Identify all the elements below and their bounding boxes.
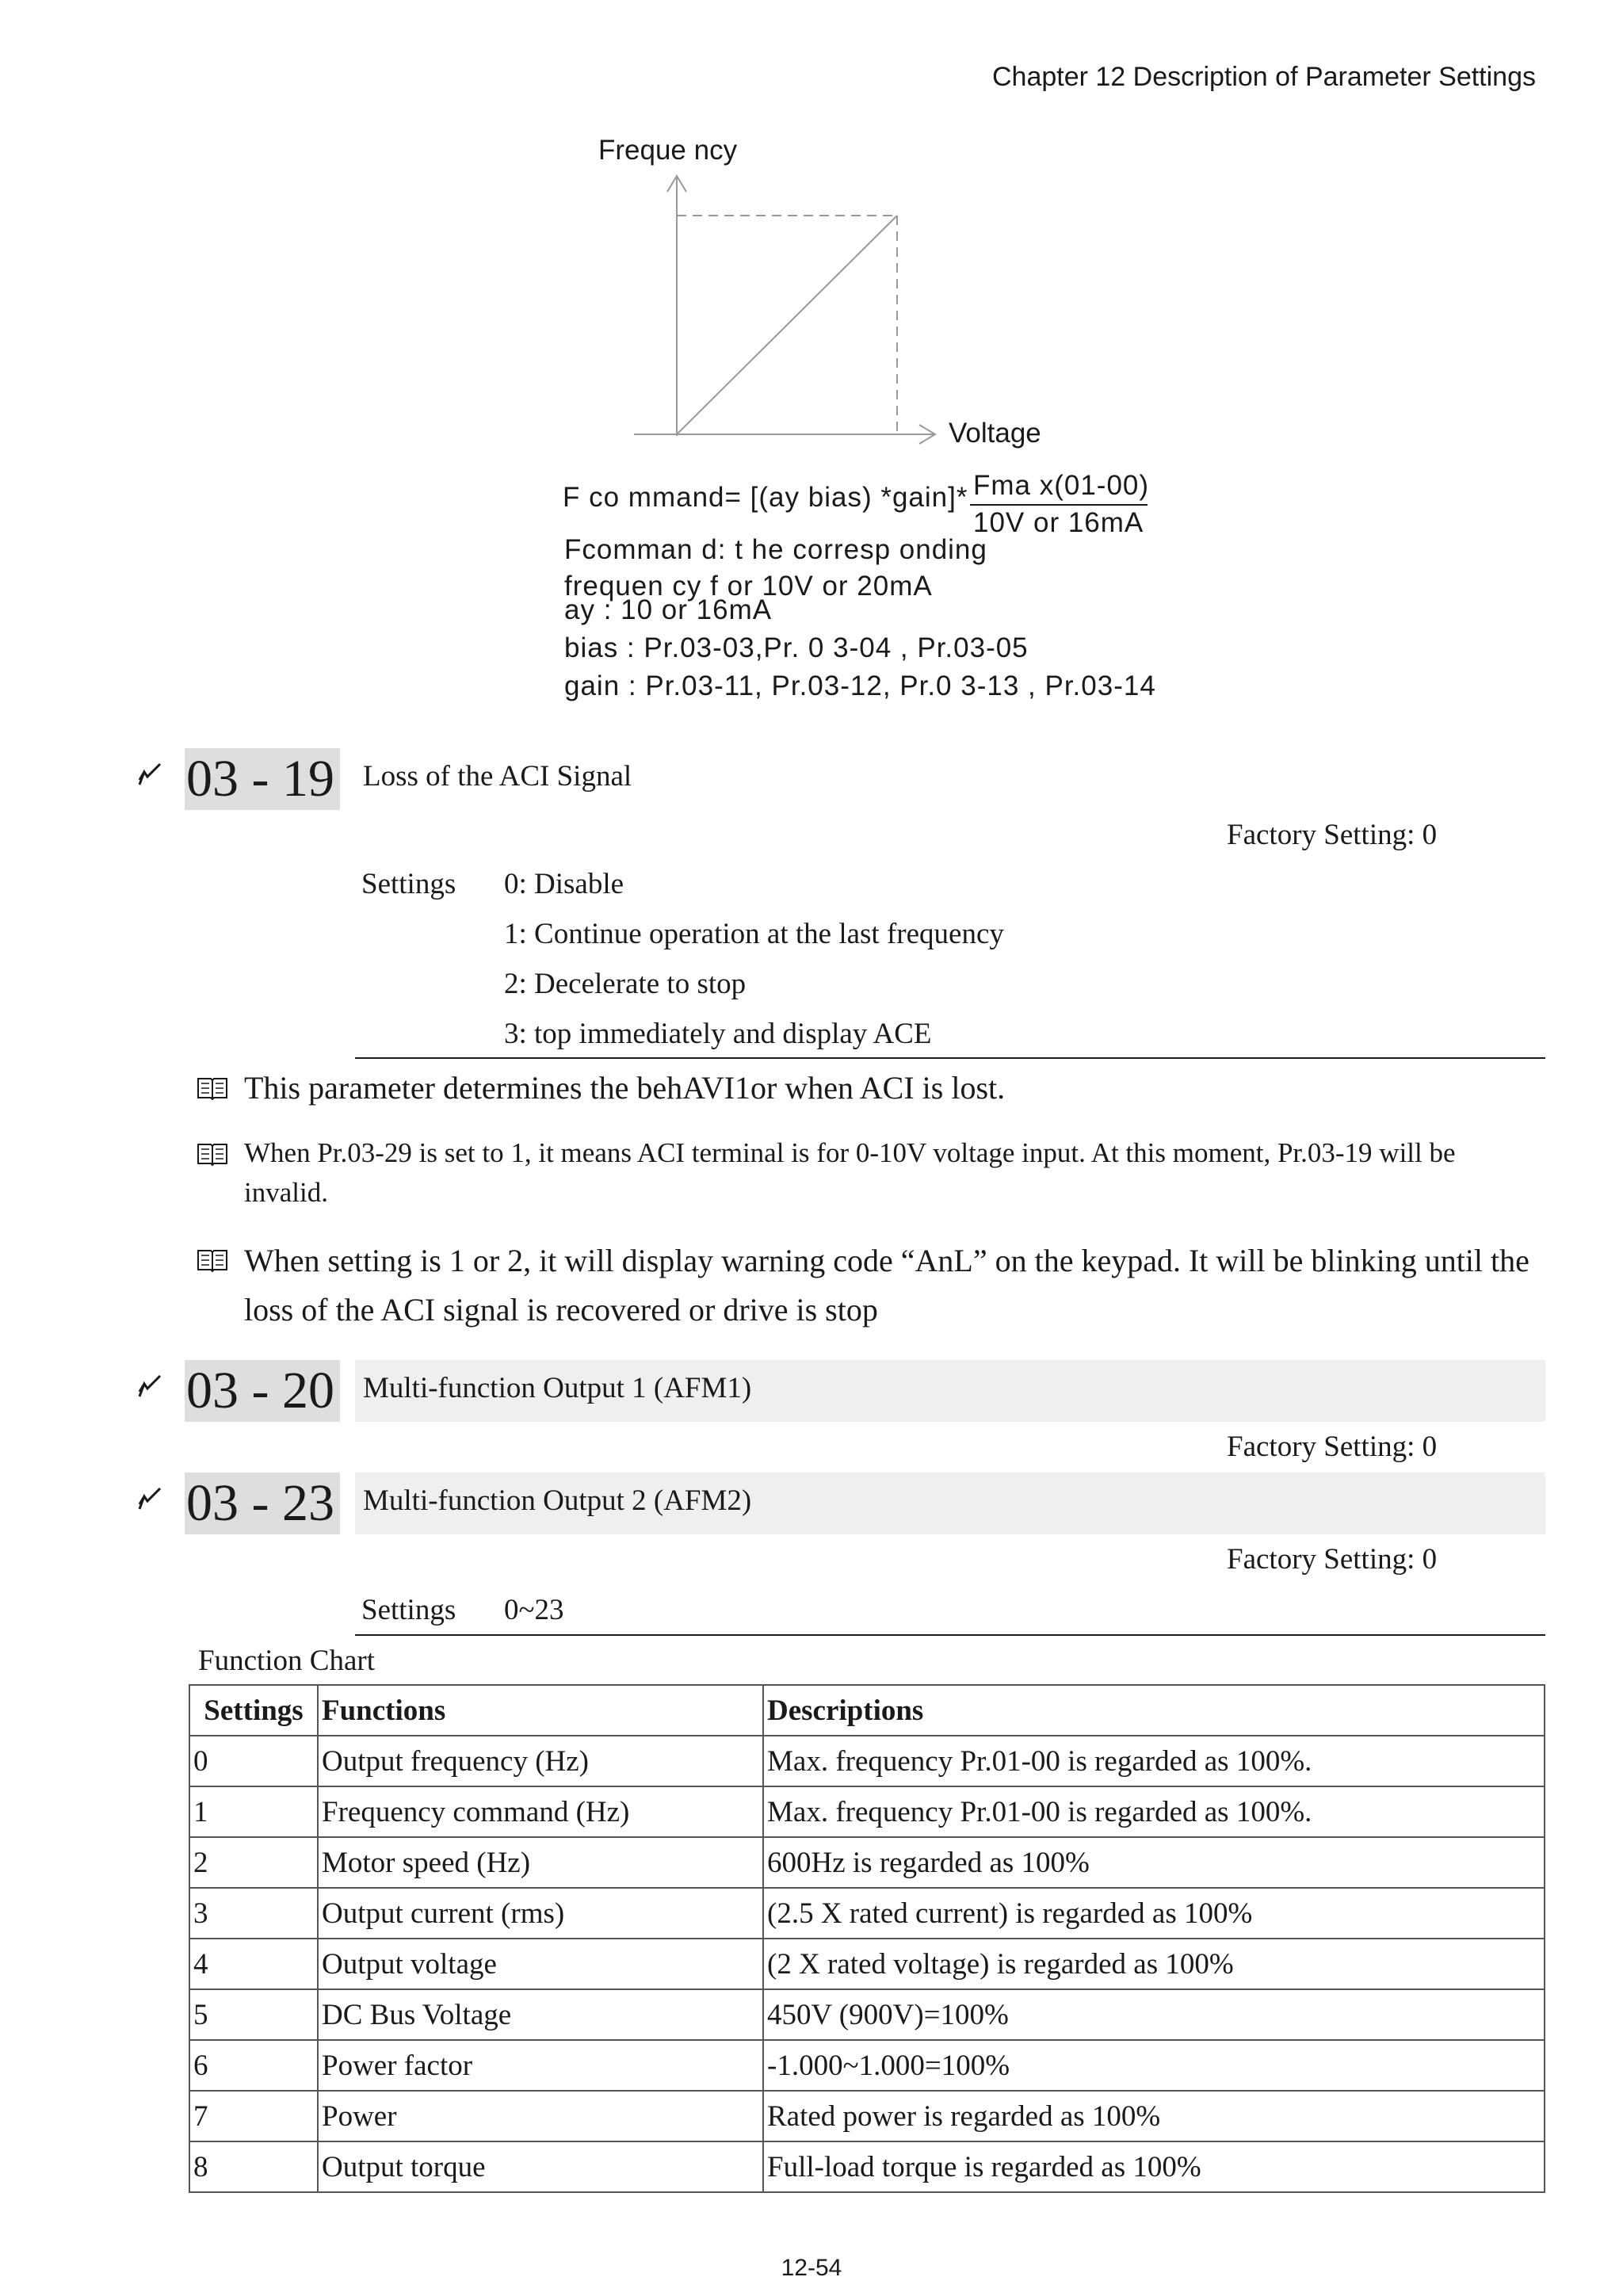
cell-description: (2.5 X rated current) is regarded as 100% [763, 1888, 1545, 1939]
note-1-text: This parameter determines the behAVI1or when ACI is lost. [244, 1070, 1006, 1106]
param-number-03-23: 03 - 23 [185, 1473, 340, 1534]
setting-option-1: 1: Continue operation at the last frequency [504, 918, 1004, 950]
param-title-03-23: Multi-function Output 2 (AFM2) [355, 1473, 1545, 1534]
x-axis-label: Voltage [949, 418, 1041, 449]
formula-line-2: frequen cy f or 10V or 20mA [564, 571, 933, 602]
factory-setting-03-19: Factory Setting: 0 [1227, 819, 1438, 851]
pencil-icon [136, 761, 163, 788]
function-chart-table [189, 1684, 1545, 2193]
table-header-row [189, 1685, 1545, 1736]
cell-description: Max. frequency Pr.01-00 is regarded as 100%. [763, 1736, 1545, 1786]
setting-option-3: 3: top immediately and display ACE [504, 1018, 932, 1050]
factory-setting-03-23: Factory Setting: 0 [1227, 1543, 1438, 1576]
function-chart-caption: Function Chart [198, 1645, 376, 1677]
chapter-header: Chapter 12 Description of Parameter Settings [991, 62, 1536, 92]
note-3 [197, 1236, 1544, 1335]
settings-divider-03-19 [355, 1057, 1545, 1059]
cell-setting: 0 [189, 1736, 318, 1786]
header-settings: Settings [189, 1685, 318, 1736]
table-row [189, 1989, 1545, 2040]
cell-setting: 6 [189, 2040, 318, 2091]
book-icon [197, 1141, 228, 1167]
cell-function: DC Bus Voltage [318, 1989, 763, 2040]
frequency-voltage-line [677, 216, 897, 434]
header-descriptions: Descriptions [763, 1685, 1545, 1736]
table-row [189, 1736, 1545, 1786]
factory-setting-03-20: Factory Setting: 0 [1227, 1431, 1438, 1463]
cell-function: Power factor [318, 2040, 763, 2091]
table-row [189, 1888, 1545, 1939]
note-3-text: When setting is 1 or 2, it will display warning code “AnL” on the keypad. It will be blinking until the loss of the ACI signal is recovered or drive is stop [244, 1243, 1529, 1328]
cell-setting: 1 [189, 1786, 318, 1837]
cell-description: (2 X rated voltage) is regarded as 100% [763, 1939, 1545, 1989]
note-1 [197, 1066, 1544, 1110]
settings-label-03-19: Settings [361, 868, 456, 900]
pencil-icon [136, 1373, 163, 1400]
note-2 [197, 1133, 1544, 1213]
setting-option-0: 0: Disable [504, 868, 624, 900]
formula-line-1: Fcomman d: t he corresp onding [564, 534, 987, 565]
cell-description: Full-load torque is regarded as 100% [763, 2141, 1545, 2192]
cell-setting: 7 [189, 2091, 318, 2141]
param-title-03-19: Loss of the ACI Signal [363, 760, 632, 793]
formula-line-4: bias : Pr.03-03,Pr. 0 3-04 , Pr.03-05 [564, 632, 1029, 663]
settings-range-03-23: 0~23 [504, 1594, 564, 1626]
settings-divider-03-23 [355, 1634, 1545, 1636]
settings-label-03-23: Settings [361, 1594, 456, 1626]
table-row [189, 1837, 1545, 1888]
table-row [189, 1786, 1545, 1837]
y-axis-label: Freque ncy [598, 135, 738, 166]
param-title-03-20: Multi-function Output 1 (AFM1) [355, 1360, 1545, 1422]
cell-function: Output torque [318, 2141, 763, 2192]
setting-option-2: 2: Decelerate to stop [504, 968, 747, 1000]
param-number-03-20: 03 - 20 [185, 1360, 340, 1422]
table-row [189, 2091, 1545, 2141]
page-number: 12-54 [781, 2255, 842, 2281]
cell-function: Output frequency (Hz) [318, 1736, 763, 1786]
cell-description: Max. frequency Pr.01-00 is regarded as 100%. [763, 1786, 1545, 1837]
header-functions: Functions [318, 1685, 763, 1736]
cell-function: Power [318, 2091, 763, 2141]
formula-line-3: ay : 10 or 16mA [564, 594, 773, 625]
book-icon [197, 1247, 228, 1273]
formula-command: F co mmand= [(ay bias) *gain]* [563, 482, 968, 513]
cell-setting: 5 [189, 1989, 318, 2040]
cell-setting: 2 [189, 1837, 318, 1888]
cell-description: 600Hz is regarded as 100% [763, 1837, 1545, 1888]
table-row [189, 1939, 1545, 1989]
fraction-line [970, 504, 1148, 506]
formula-numerator: Fma x(01-00) [973, 470, 1150, 501]
cell-setting: 3 [189, 1888, 318, 1939]
cell-function: Output voltage [318, 1939, 763, 1989]
cell-description: Rated power is regarded as 100% [763, 2091, 1545, 2141]
formula-line-5: gain : Pr.03-11, Pr.03-12, Pr.0 3-13 , Pr.03-14 [564, 670, 1156, 701]
book-icon [197, 1075, 228, 1101]
table-row [189, 2141, 1545, 2192]
table-row [189, 2040, 1545, 2091]
cell-function: Frequency command (Hz) [318, 1786, 763, 1837]
note-2-text: When Pr.03-29 is set to 1, it means ACI terminal is for 0-10V voltage input. At this moment, Pr.03-19 will be invalid. [244, 1137, 1456, 1208]
cell-setting: 4 [189, 1939, 318, 1989]
cell-description: 450V (900V)=100% [763, 1989, 1545, 2040]
cell-description: -1.000~1.000=100% [763, 2040, 1545, 2091]
pencil-icon [136, 1485, 163, 1512]
cell-function: Motor speed (Hz) [318, 1837, 763, 1888]
param-number-03-19: 03 - 19 [185, 748, 340, 810]
formula-denominator: 10V or 16mA [973, 507, 1144, 538]
cell-function: Output current (rms) [318, 1888, 763, 1939]
cell-setting: 8 [189, 2141, 318, 2192]
